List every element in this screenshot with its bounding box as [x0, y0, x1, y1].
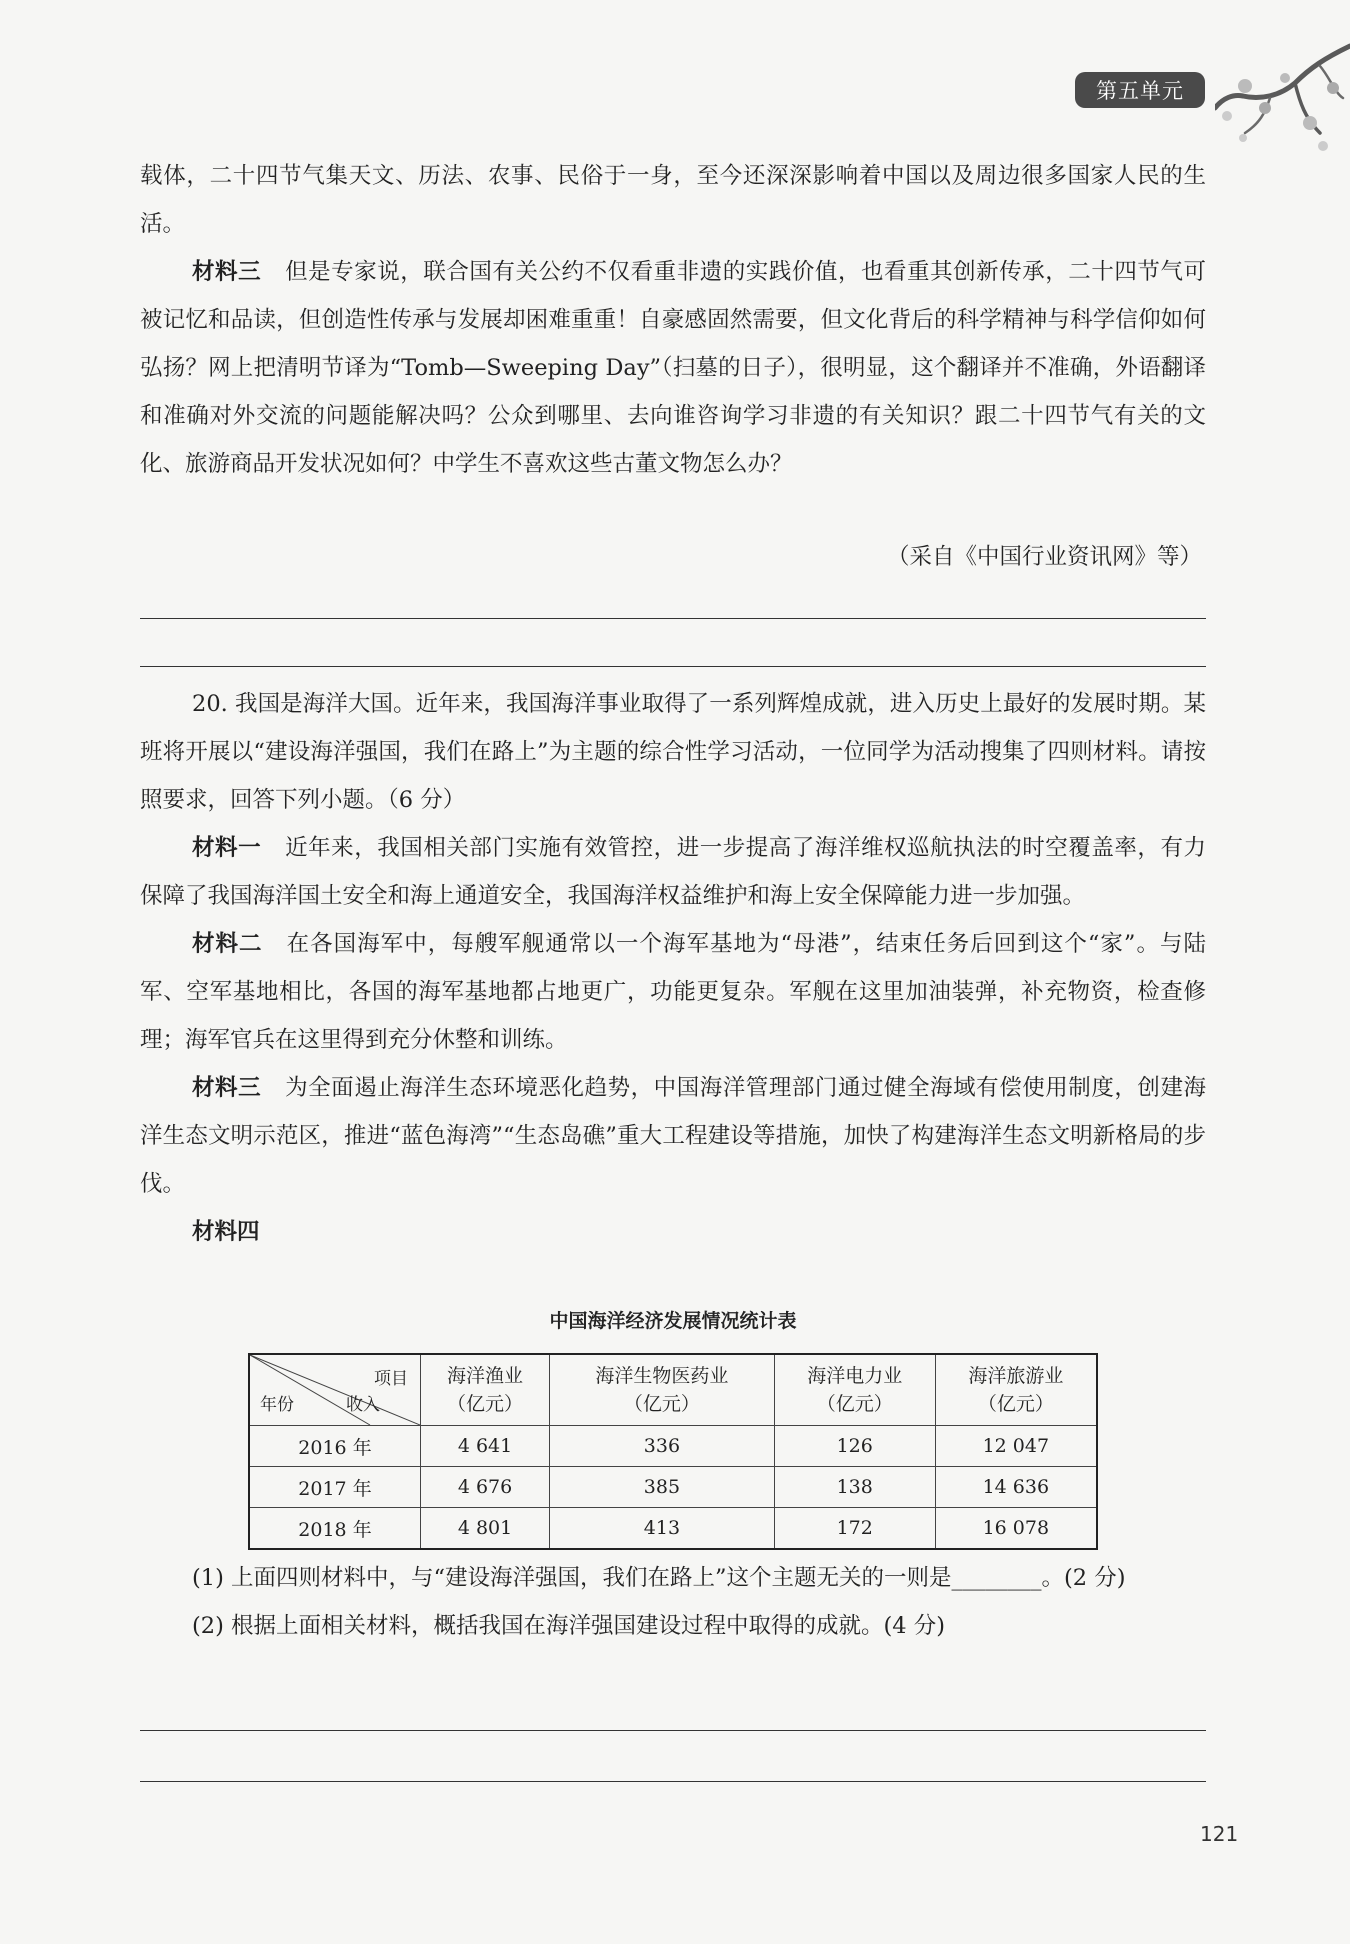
table-row	[249, 1426, 1097, 1467]
question-20	[140, 680, 1206, 1256]
upper-text	[140, 152, 1206, 488]
value-cell: 14 636	[935, 1467, 1097, 1508]
value-cell: 12 047	[935, 1426, 1097, 1467]
column-header	[935, 1354, 1097, 1426]
q20-material4	[140, 1208, 1206, 1256]
material3-label: 材料三	[192, 1075, 262, 1101]
column-name: 海洋电力业	[807, 1365, 903, 1387]
stats-table	[248, 1353, 1098, 1550]
unit-tab: 第五单元	[1075, 72, 1205, 108]
value-cell: 385	[550, 1467, 775, 1508]
table-row	[249, 1467, 1097, 1508]
value-cell: 172	[774, 1508, 935, 1550]
table-title: 中国海洋经济发展情况统计表	[549, 1310, 797, 1332]
value-cell: 413	[550, 1508, 775, 1550]
column-name: 海洋渔业	[447, 1365, 524, 1387]
material1-label: 材料一	[192, 835, 262, 861]
material4-label: 材料四	[192, 1219, 260, 1245]
source-citation: （采自《中国行业资讯网》等）	[886, 544, 1202, 570]
material1-text: 近年来，我国相关部门实施有效管控，进一步提高了海洋维权巡航执法的时空覆盖率，有力保障了我国海洋国土安全和海上通道安全，我国海洋权益维护和海上安全保障能力进一步加强。	[140, 835, 1206, 909]
value-cell: 126	[774, 1426, 935, 1467]
column-name: 海洋旅游业	[968, 1365, 1064, 1387]
table-corner-cell	[249, 1354, 421, 1426]
value-cell: 4 676	[421, 1467, 550, 1508]
column-header	[550, 1354, 775, 1426]
column-header	[774, 1354, 935, 1426]
page-number: 121	[1200, 1822, 1239, 1846]
material2-text: 在各国海军中，每艘军舰通常以一个海军基地为“母港”，结束任务后回到这个“家”。与陆军、空军基地相比，各国的海军基地都占地更广，功能更复杂。军舰在这里加油装弹，补充物资，检查修理；海军官兵在这里得到充分休整和训练。	[140, 931, 1206, 1053]
material3-paragraph	[140, 248, 1206, 488]
column-unit: （亿元）	[447, 1393, 524, 1415]
q20-material3	[140, 1064, 1206, 1208]
answer-line	[140, 1781, 1206, 1782]
year-cell: 2018 年	[249, 1508, 421, 1550]
material2-label: 材料二	[192, 931, 263, 957]
q20-material1	[140, 824, 1206, 920]
value-cell: 138	[774, 1467, 935, 1508]
continuation-paragraph: 载体，二十四节气集天文、历法、农事、民俗于一身，至今还深深影响着中国以及周边很多国家人民的生活。	[140, 163, 1206, 237]
material3-text: 但是专家说，联合国有关公约不仅看重非遗的实践价值，也看重其创新传承，二十四节气可被记忆和品读，但创造性传承与发展却困难重重！自豪感固然需要，但文化背后的科学精神与科学信仰如何弘扬？网上把清明节译为“Tomb—Sweeping Day”（扫墓的日子），很明显，这个翻译并不准确，外语翻译和准确对外交流的问题能解决吗？公众到哪里、去向谁咨询学习非遗的有关知识？跟二十四节气有关的文化、旅游商品开发状况如何？中学生不喜欢这些古董文物怎么办？	[140, 259, 1206, 477]
value-cell: 4 801	[421, 1508, 550, 1550]
q20-intro: 20. 我国是海洋大国。近年来，我国海洋事业取得了一系列辉煌成就，进入历史上最好的发展时期。某班将开展以“建设海洋强国，我们在路上”为主题的综合性学习活动，一位同学为活动搜集了四则材料。请按照要求，回答下列小题。（6 分）	[140, 691, 1206, 813]
year-cell: 2017 年	[249, 1467, 421, 1508]
column-header	[421, 1354, 550, 1426]
corner-item-label: 项目	[374, 1369, 408, 1389]
subquestion-1: (1) 上面四则材料中，与“建设海洋强国，我们在路上”这个主题无关的一则是________。(2 分)	[192, 1565, 1126, 1591]
column-unit: （亿元）	[977, 1393, 1054, 1415]
column-name: 海洋生物医药业	[595, 1365, 729, 1387]
value-cell: 336	[550, 1426, 775, 1467]
column-unit: （亿元）	[623, 1393, 700, 1415]
year-cell: 2016 年	[249, 1426, 421, 1467]
value-cell: 16 078	[935, 1508, 1097, 1550]
answer-line	[140, 666, 1206, 667]
subquestions	[140, 1554, 1206, 1650]
q20-material2	[140, 920, 1206, 1064]
value-cell: 4 641	[421, 1426, 550, 1467]
table-header-row	[249, 1354, 1097, 1426]
column-unit: （亿元）	[816, 1393, 893, 1415]
corner-year-label: 年份	[260, 1395, 294, 1415]
answer-line	[140, 618, 1206, 619]
corner-income-label: 收入	[346, 1395, 380, 1415]
material3-text: 为全面遏止海洋生态环境恶化趋势，中国海洋管理部门通过健全海域有偿使用制度，创建海洋生态文明示范区，推进“蓝色海湾”“生态岛礁”重大工程建设等措施，加快了构建海洋生态文明新格局的步伐。	[140, 1075, 1206, 1197]
table-row	[249, 1508, 1097, 1550]
answer-line	[140, 1730, 1206, 1731]
subquestion-2: (2) 根据上面相关材料，概括我国在海洋强国建设过程中取得的成就。(4 分)	[192, 1613, 946, 1639]
plum-branch-icon	[1215, 38, 1350, 168]
material3-label: 材料三	[192, 259, 262, 285]
